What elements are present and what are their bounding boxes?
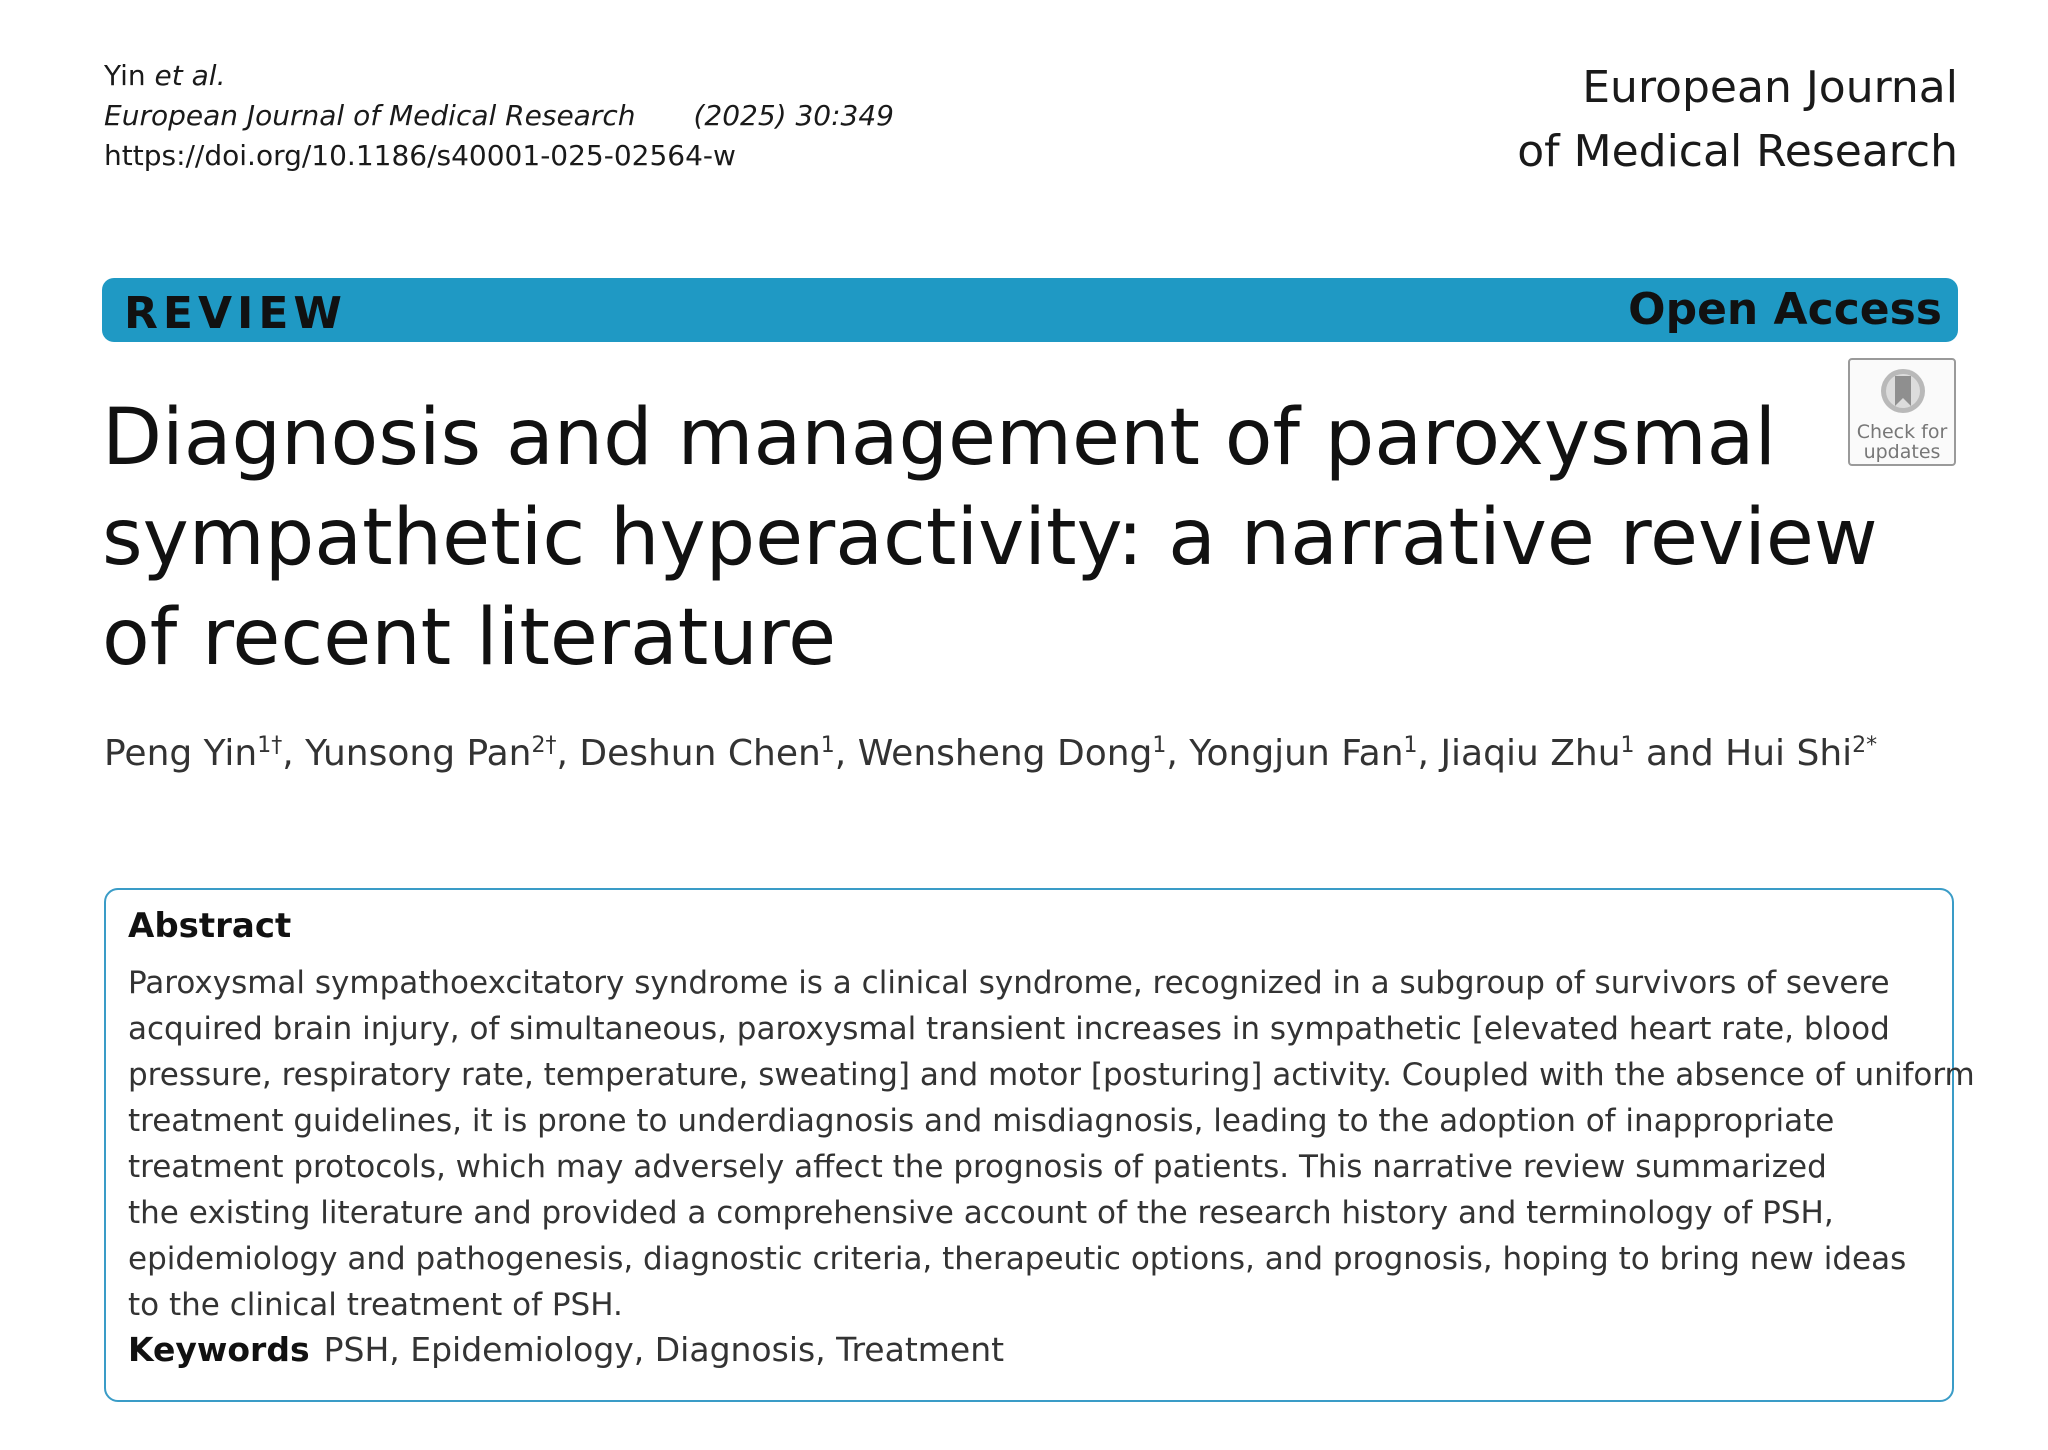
author-affiliation: 2* bbox=[1852, 733, 1878, 758]
author-separator: , bbox=[834, 733, 858, 774]
journal-citation: European Journal of Medical Research bbox=[104, 99, 636, 132]
abstract-line: treatment protocols, which may adversely affect the prognosis of patients. This narrative review summarized bbox=[128, 1149, 1827, 1185]
abstract-box bbox=[104, 888, 1975, 1402]
doi-link[interactable]: https://doi.org/10.1186/s40001-025-02564-w bbox=[104, 139, 736, 172]
citation-block bbox=[104, 56, 894, 176]
title-line: Diagnosis and management of paroxysmal bbox=[102, 393, 1777, 483]
author-name[interactable]: Hui Shi bbox=[1725, 733, 1853, 774]
abstract-line: to the clinical treatment of PSH. bbox=[128, 1287, 623, 1323]
author-affiliation: 1 bbox=[1620, 733, 1635, 758]
abstract-line: Paroxysmal sympathoexcitatory syndrome is a clinical syndrome, recognized in a subgroup of survivors of severe bbox=[128, 965, 1890, 1001]
author-separator: , bbox=[1417, 733, 1441, 774]
first-author: Yin bbox=[104, 59, 155, 92]
author-affiliation: 1 bbox=[820, 733, 835, 758]
journal-name-line2: of Medical Research bbox=[1517, 126, 1958, 177]
abstract-line: treatment guidelines, it is prone to underdiagnosis and misdiagnosis, leading to the adoption of inappropriate bbox=[128, 1103, 1835, 1139]
abstract-line: epidemiology and pathogenesis, diagnostic criteria, therapeutic options, and prognosis, hoping to bring new ideas bbox=[128, 1241, 1907, 1277]
keywords-label: Keywords bbox=[128, 1330, 310, 1369]
article-type: REVIEW bbox=[124, 288, 347, 339]
author-line bbox=[104, 56, 894, 96]
author-name[interactable]: Deshun Chen bbox=[579, 733, 821, 774]
year-volume: (2025) 30:349 bbox=[693, 99, 894, 132]
check-for-label: Check for bbox=[1856, 421, 1948, 443]
abstract-heading: Abstract bbox=[128, 906, 292, 946]
author-name[interactable]: Yongjun Fan bbox=[1189, 733, 1404, 774]
check-for-updates-button[interactable] bbox=[1848, 358, 1956, 466]
et-al: et al. bbox=[154, 59, 226, 92]
author-affiliation: 2† bbox=[531, 733, 557, 758]
author-affiliation: 1 bbox=[1152, 733, 1167, 758]
author-list bbox=[104, 724, 1877, 776]
journal-name-line1: European Journal bbox=[1582, 62, 1958, 113]
author-affiliation: 1 bbox=[1403, 733, 1418, 758]
article-title bbox=[102, 388, 1878, 688]
author-separator: , bbox=[556, 733, 580, 774]
abstract-line: acquired brain injury, of simultaneous, paroxysmal transient increases in sympathetic [elevated heart rate, blood bbox=[128, 1011, 1890, 1047]
author-separator: , bbox=[1166, 733, 1190, 774]
keywords-row bbox=[128, 1330, 1004, 1369]
journal-name bbox=[1517, 56, 1958, 184]
author-name[interactable]: Jiaqiu Zhu bbox=[1440, 733, 1621, 774]
journal-citation-line bbox=[104, 96, 894, 136]
title-line: sympathetic hyperactivity: a narrative review bbox=[102, 493, 1878, 583]
abstract-line: pressure, respiratory rate, temperature, sweating] and motor [posturing] activity. Coupled with the absence of uniform bbox=[128, 1057, 1975, 1093]
author-name[interactable]: Wensheng Dong bbox=[857, 733, 1153, 774]
updates-label: updates bbox=[1863, 441, 1941, 463]
article-type-banner bbox=[102, 278, 1958, 342]
author-affiliation: 1† bbox=[257, 733, 283, 758]
author-name[interactable]: Peng Yin bbox=[104, 733, 258, 774]
abstract-line: the existing literature and provided a comprehensive account of the research history and terminology of PSH, bbox=[128, 1195, 1834, 1231]
open-access-label: Open Access bbox=[1628, 284, 1942, 335]
bookmark-ribbon-icon bbox=[1878, 366, 1928, 416]
author-separator: and bbox=[1634, 733, 1726, 774]
author-separator: , bbox=[282, 733, 306, 774]
keywords-list: PSH, Epidemiology, Diagnosis, Treatment bbox=[323, 1330, 1005, 1369]
abstract-text bbox=[128, 960, 1975, 1328]
title-line: of recent literature bbox=[102, 593, 837, 683]
author-name[interactable]: Yunsong Pan bbox=[305, 733, 532, 774]
